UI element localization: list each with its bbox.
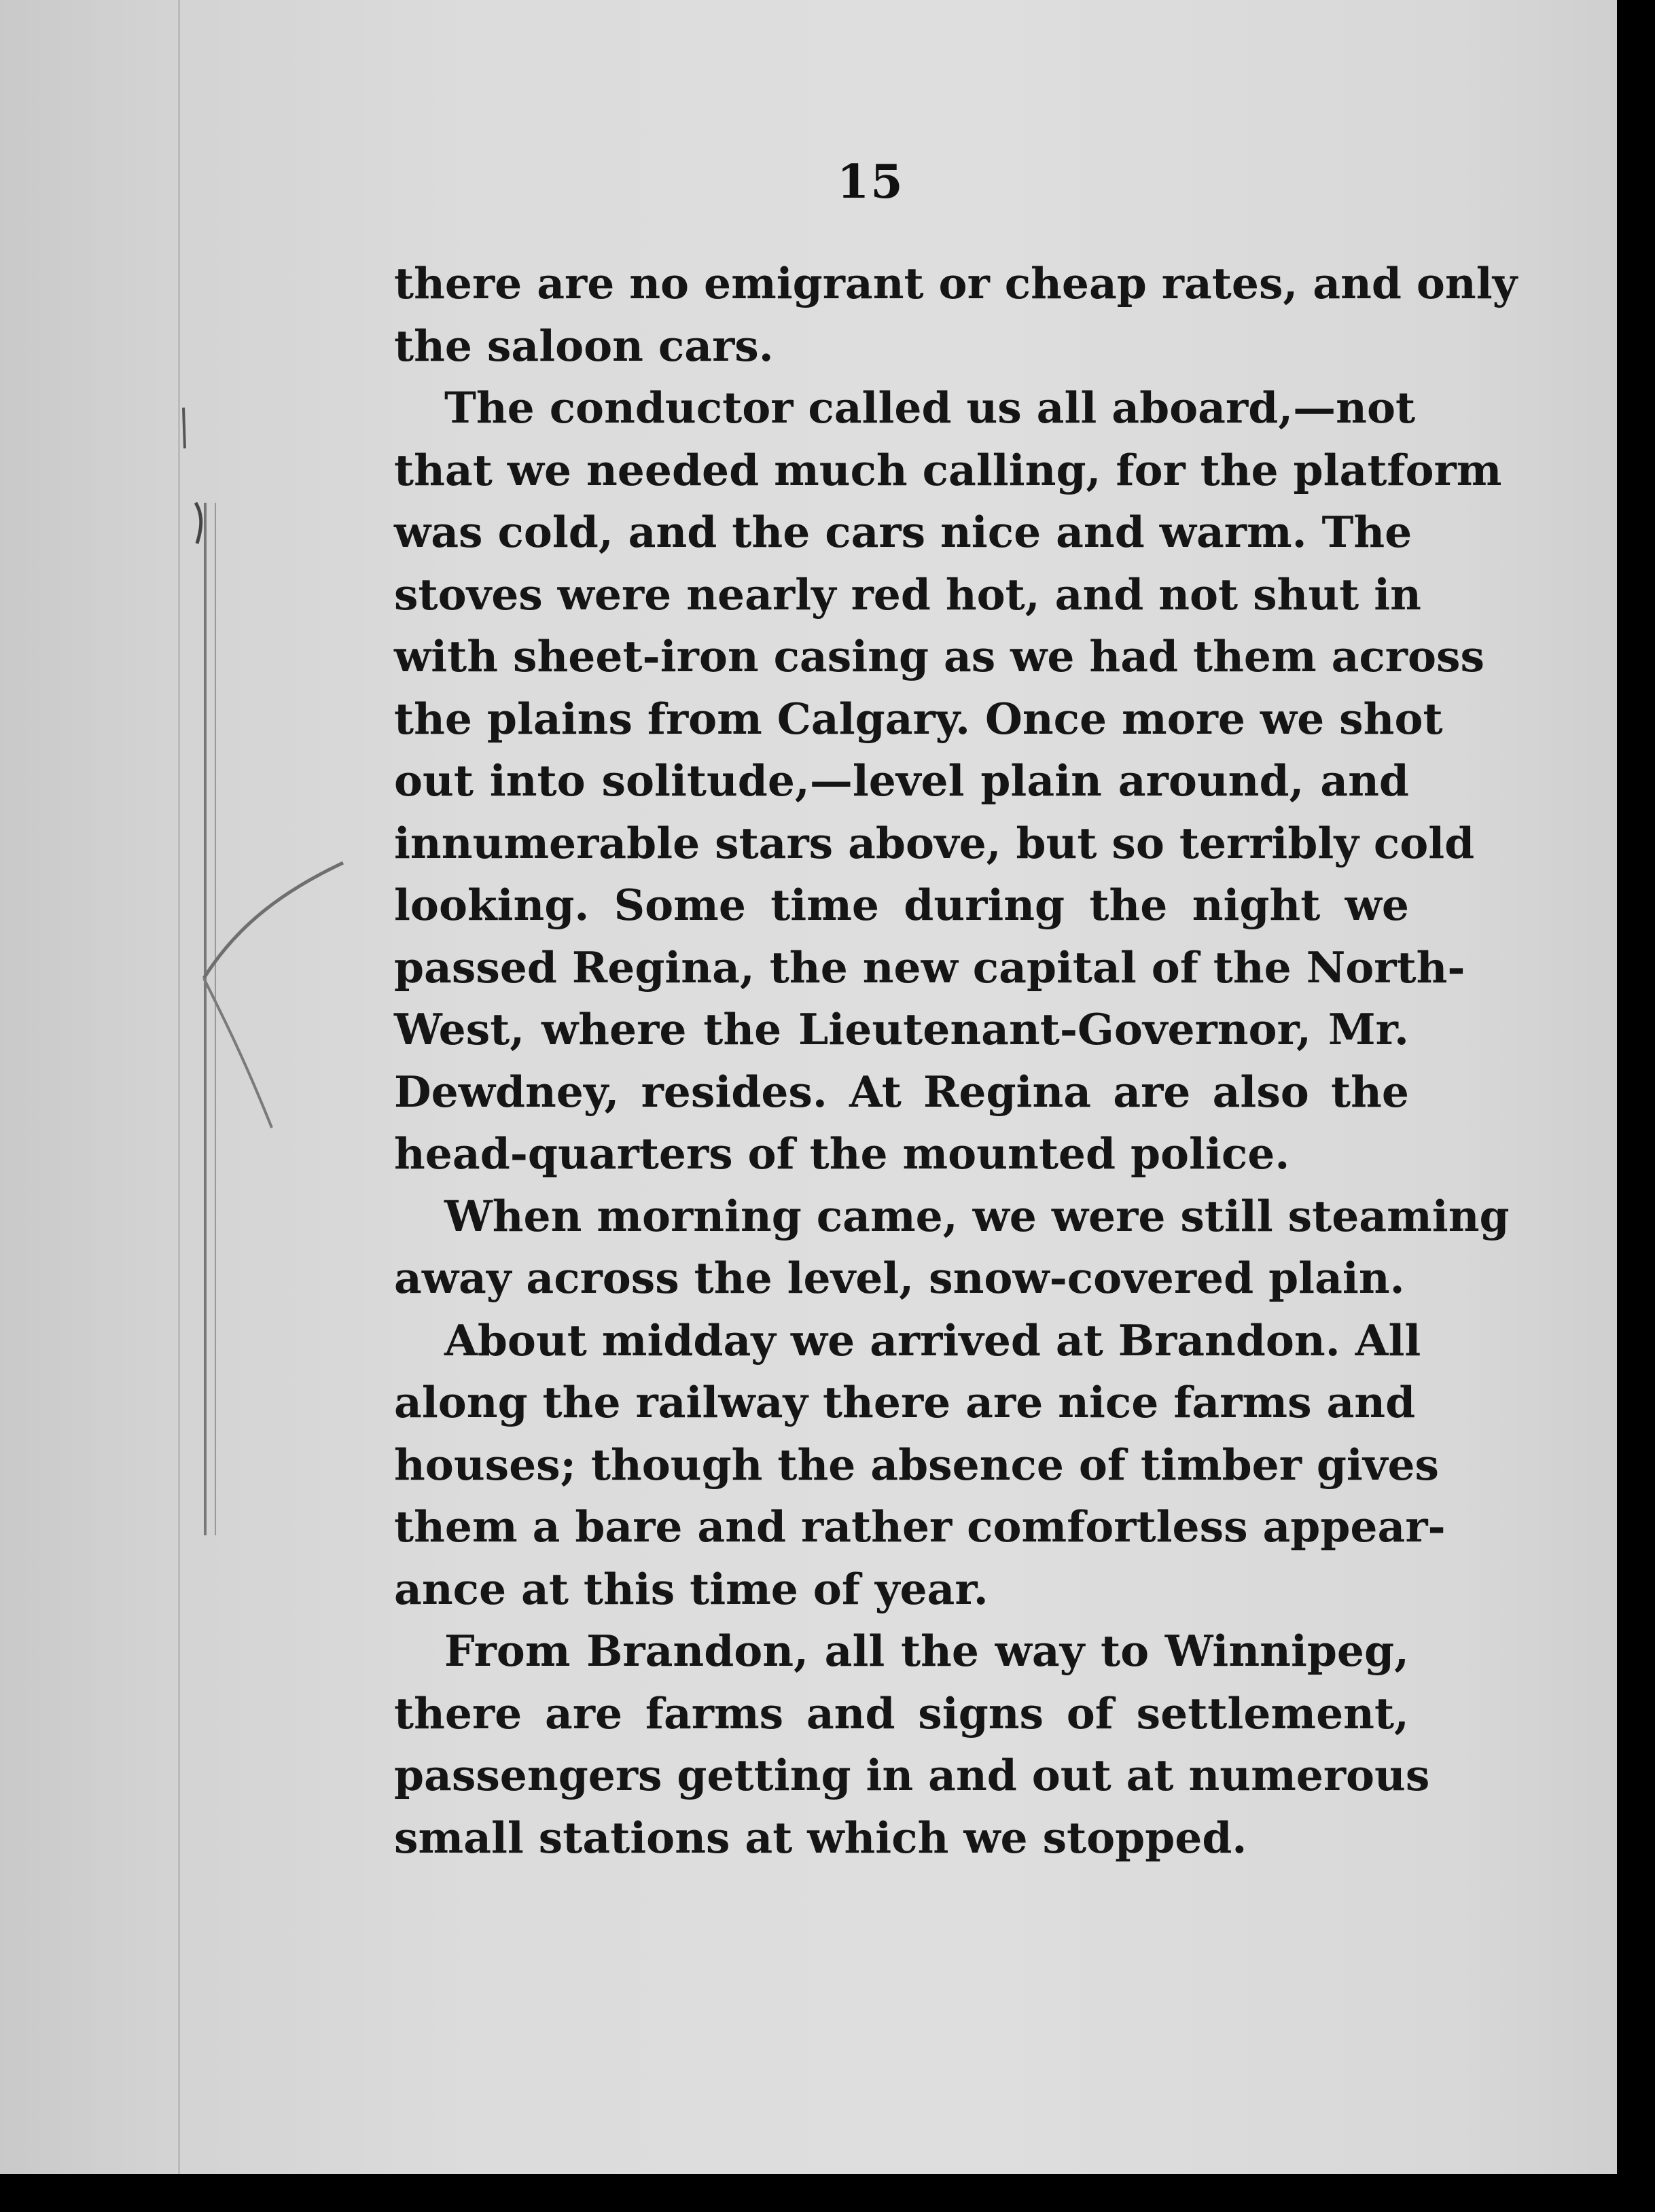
page-number: 15: [837, 155, 904, 209]
text-line: the saloon cars.: [394, 320, 774, 371]
body-text: [394, 253, 1518, 1869]
text-line: along the railway there are nice farms and: [394, 1377, 1416, 1427]
text-line: was cold, and the cars nice and warm. The: [394, 507, 1412, 557]
text-line: innumerable stars above, but so terribly cold: [394, 817, 1475, 868]
text-line: From Brandon, all the way to Winnipeg,: [444, 1626, 1409, 1676]
text-line: there are farms and signs of settlement,: [394, 1688, 1409, 1738]
text-line: out into solitude,—level plain around, and: [394, 755, 1409, 806]
text-line: head-quarters of the mounted police.: [394, 1128, 1290, 1179]
text-line: ance at this time of year.: [394, 1563, 989, 1614]
text-line: stoves were nearly red hot, and not shut in: [394, 569, 1421, 620]
scan-border: [0, 2174, 1655, 2212]
text-line: The conductor called us all aboard,—not: [444, 382, 1416, 433]
text-line: Dewdney, resides. At Regina are also the: [394, 1066, 1409, 1117]
text-line: passengers getting in and out at numerous: [394, 1750, 1430, 1800]
text-line: passed Regina, the new capital of the North-: [394, 942, 1465, 993]
text-line: with sheet-iron casing as we had them across: [394, 631, 1484, 681]
text-line: the plains from Calgary. Once more we shot: [394, 693, 1443, 744]
text-line: them a bare and rather comfortless appear-: [394, 1501, 1446, 1552]
binding-stitch-illustration: [0, 0, 408, 2174]
text-line: there are no emigrant or cheap rates, and only: [394, 258, 1518, 308]
text-line: small stations at which we stopped.: [394, 1812, 1247, 1863]
text-line: looking. Some time during the night we: [394, 880, 1409, 930]
text-line: West, where the Lieutenant-Governor, Mr.: [394, 1004, 1409, 1054]
text-line: When morning came, we were still steaming: [444, 1190, 1510, 1241]
text-line: that we needed much calling, for the platform: [394, 444, 1502, 495]
text-line: houses; though the absence of timber gives: [394, 1439, 1440, 1490]
text-line: away across the level, snow-covered plain.: [394, 1253, 1405, 1303]
text-line: About midday we arrived at Brandon. All: [444, 1315, 1421, 1366]
